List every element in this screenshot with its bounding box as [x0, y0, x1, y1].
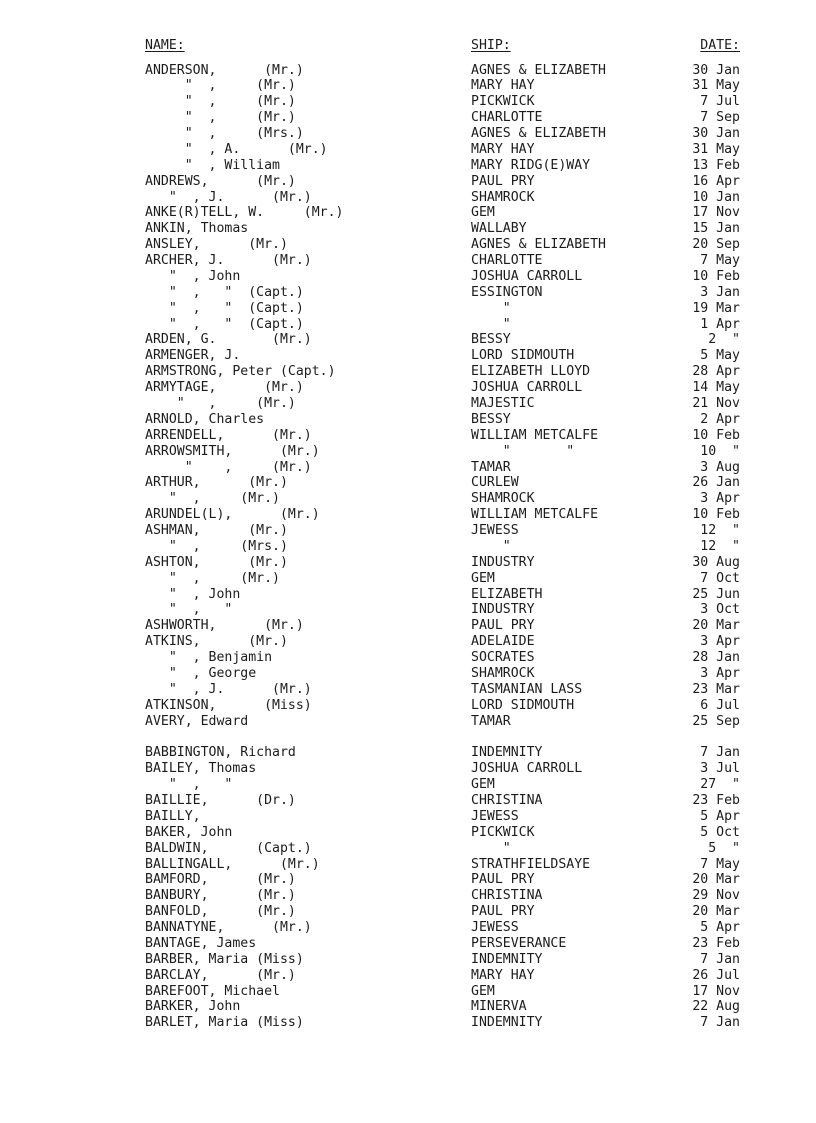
passenger-name: " , (Mrs.) [145, 126, 304, 142]
arrival-date: 10 Feb [692, 507, 740, 523]
ship-name: AGNES & ELIZABETH [471, 62, 606, 78]
arrival-date: 10 Jan [692, 189, 740, 205]
passenger-name: " , (Mr.) [145, 395, 296, 411]
list-row [0, 555, 816, 571]
ship-name: ADELAIDE [471, 634, 535, 650]
passenger-name: BALLINGALL, (Mr.) [145, 856, 320, 872]
ship-name: GEM [471, 205, 495, 221]
list-row [0, 523, 816, 539]
passenger-name: ARDEN, G. (Mr.) [145, 332, 312, 348]
ship-name: MARY RIDG(E)WAY [471, 157, 591, 173]
passenger-name: " , John [145, 586, 241, 602]
arrival-date: 25 Jun [692, 586, 740, 602]
passenger-name: AVERY, Edward [145, 713, 249, 729]
arrival-date: 23 Feb [692, 935, 740, 951]
list-row [0, 190, 816, 206]
arrival-date: 12 " [700, 523, 740, 539]
list-row [0, 317, 816, 333]
list-row [0, 571, 816, 587]
ship-name: " [471, 538, 511, 554]
passenger-name: " , (Mr.) [145, 459, 312, 475]
list-row [0, 999, 816, 1015]
arrival-date: 31 May [692, 78, 740, 94]
arrival-date: 10 Feb [692, 268, 740, 284]
ship-name: INDUSTRY [471, 554, 535, 570]
ship-name: WILLIAM METCALFE [471, 427, 599, 443]
passenger-name: ASHTON, (Mr.) [145, 554, 288, 570]
list-row [0, 793, 816, 809]
arrival-date: 20 Sep [692, 237, 740, 253]
list-row [0, 888, 816, 904]
list-row [0, 602, 816, 618]
passenger-name: " , J. (Mr.) [145, 189, 312, 205]
passenger-name: ASHWORTH, (Mr.) [145, 618, 304, 634]
list-row [0, 269, 816, 285]
ship-name: JOSHUA CARROLL [471, 268, 583, 284]
passenger-name: " , John [145, 268, 241, 284]
ship-name: SHAMROCK [471, 665, 535, 681]
arrival-date: 2 Apr [700, 411, 740, 427]
ship-name: PICKWICK [471, 94, 535, 110]
list-row [0, 364, 816, 380]
passenger-name: BABBINGTON, Richard [145, 745, 296, 761]
arrival-date: 15 Jan [692, 221, 740, 237]
arrival-date: 20 Mar [692, 872, 740, 888]
ship-name: PAUL PRY [471, 618, 535, 634]
list-row [0, 475, 816, 491]
list-row [0, 666, 816, 682]
arrival-date: 5 Oct [700, 824, 740, 840]
list-row [0, 237, 816, 253]
list-row [0, 158, 816, 174]
list-row [0, 682, 816, 698]
passenger-name: BAILEY, Thomas [145, 761, 257, 777]
ship-name: AGNES & ELIZABETH [471, 237, 606, 253]
list-row [0, 78, 816, 94]
passenger-name: " , William [145, 157, 280, 173]
arrival-date: 30 Jan [692, 62, 740, 78]
passenger-name: ATKINS, (Mr.) [145, 634, 288, 650]
arrival-date: 27 " [700, 777, 740, 793]
ship-name: JEWESS [471, 808, 519, 824]
passenger-name: ANKE(R)TELL, W. (Mr.) [145, 205, 344, 221]
list-row [0, 412, 816, 428]
ship-name: CURLEW [471, 475, 519, 491]
ship-name: TAMAR [471, 713, 511, 729]
ship-name: ESSINGTON [471, 284, 543, 300]
arrival-date: 3 Apr [700, 491, 740, 507]
arrival-date: 7 Jan [700, 951, 740, 967]
arrival-date: 7 May [700, 253, 740, 269]
arrival-date: 14 May [692, 380, 740, 396]
arrival-date: 19 Mar [692, 300, 740, 316]
ship-name: GEM [471, 570, 495, 586]
list-row [0, 729, 816, 745]
arrival-date: 5 " [708, 840, 740, 856]
ship-name: GEM [471, 983, 495, 999]
passenger-name: BALDWIN, (Capt.) [145, 840, 312, 856]
ship-name: WALLABY [471, 221, 527, 237]
arrival-date: 20 Mar [692, 618, 740, 634]
ship-name: PAUL PRY [471, 904, 535, 920]
ship-name: MARY HAY [471, 967, 535, 983]
ship-name: MARY HAY [471, 141, 535, 157]
list-row [0, 841, 816, 857]
list-row [0, 63, 816, 79]
ship-name: INDUSTRY [471, 602, 535, 618]
passenger-name: " , (Mrs.) [145, 538, 288, 554]
arrival-date: 13 Feb [692, 157, 740, 173]
list-row [0, 857, 816, 873]
ship-name: INDEMNITY [471, 1015, 543, 1031]
arrival-date: 3 Oct [700, 602, 740, 618]
ship-name: SOCRATES [471, 650, 535, 666]
arrival-date: 5 Apr [700, 920, 740, 936]
list-row [0, 301, 816, 317]
ship-name: MINERVA [471, 999, 527, 1015]
passenger-name: " , (Mr.) [145, 78, 296, 94]
ship-name: SHAMROCK [471, 491, 535, 507]
passenger-name: ANDREWS, (Mr.) [145, 173, 296, 189]
arrival-date: 10 " [700, 443, 740, 459]
passenger-name: BAREFOOT, Michael [145, 983, 280, 999]
arrival-date: 21 Nov [692, 395, 740, 411]
arrival-date: 1 Apr [700, 316, 740, 332]
arrival-date: 10 Feb [692, 427, 740, 443]
passenger-name: BANBURY, (Mr.) [145, 888, 296, 904]
arrival-date: 7 Oct [700, 570, 740, 586]
ship-name: PAUL PRY [471, 872, 535, 888]
arrival-date: 29 Nov [692, 888, 740, 904]
passenger-name: BANTAGE, James [145, 935, 257, 951]
passenger-name: ARROWSMITH, (Mr.) [145, 443, 320, 459]
list-row [0, 428, 816, 444]
passenger-name: BAILLY, [145, 808, 201, 824]
passenger-name: " , George [145, 665, 257, 681]
passenger-name: BARKER, John [145, 999, 241, 1015]
arrival-date: 30 Jan [692, 126, 740, 142]
ship-name: " [471, 840, 511, 856]
ship-name: MARY HAY [471, 78, 535, 94]
passenger-name: " , " [145, 777, 233, 793]
list-row [0, 110, 816, 126]
list-row [0, 396, 816, 412]
list-row [0, 872, 816, 888]
list-row [0, 650, 816, 666]
passenger-name: ANSLEY, (Mr.) [145, 237, 288, 253]
list-row [0, 332, 816, 348]
ship-name: AGNES & ELIZABETH [471, 126, 606, 142]
arrival-date: 3 Apr [700, 665, 740, 681]
passenger-name: " , A. (Mr.) [145, 141, 328, 157]
list-row [0, 221, 816, 237]
passenger-name: " , " (Capt.) [145, 284, 304, 300]
arrival-date: 20 Mar [692, 904, 740, 920]
passenger-name: " , (Mr.) [145, 491, 280, 507]
ship-name: PICKWICK [471, 824, 535, 840]
arrival-date: 25 Sep [692, 713, 740, 729]
list-row [0, 444, 816, 460]
passenger-name: " , J. (Mr.) [145, 681, 312, 697]
list-row [0, 904, 816, 920]
arrival-date: 7 Jul [700, 94, 740, 110]
list-row [0, 142, 816, 158]
arrival-date: 26 Jul [692, 967, 740, 983]
arrival-date: 7 May [700, 856, 740, 872]
list-row [0, 984, 816, 1000]
arrival-date: 17 Nov [692, 983, 740, 999]
list-row [0, 348, 816, 364]
passenger-name: " , Benjamin [145, 650, 273, 666]
ship-name: LORD SIDMOUTH [471, 348, 575, 364]
passenger-name: " , " (Capt.) [145, 316, 304, 332]
ship-name: INDEMNITY [471, 745, 543, 761]
arrival-date: 31 May [692, 141, 740, 157]
list-row [0, 745, 816, 761]
list-row [0, 380, 816, 396]
list-row [0, 698, 816, 714]
ship-name: JEWESS [471, 920, 519, 936]
ship-name: PERSEVERANCE [471, 935, 567, 951]
list-row [0, 936, 816, 952]
passenger-name: BANNATYNE, (Mr.) [145, 920, 312, 936]
passenger-name: ASHMAN, (Mr.) [145, 523, 288, 539]
passenger-name: ARMYTAGE, (Mr.) [145, 380, 304, 396]
ship-name: MAJESTIC [471, 395, 535, 411]
list-row [0, 618, 816, 634]
arrival-date: 16 Apr [692, 173, 740, 189]
passenger-name: ARMSTRONG, Peter (Capt.) [145, 364, 336, 380]
arrival-date: 12 " [700, 538, 740, 554]
passenger-name: ARTHUR, (Mr.) [145, 475, 288, 491]
arrival-date: 6 Jul [700, 697, 740, 713]
passenger-name: ANDERSON, (Mr.) [145, 62, 304, 78]
passenger-name: ANKIN, Thomas [145, 221, 249, 237]
passenger-name: " , " [145, 602, 233, 618]
ship-name: " " [471, 443, 575, 459]
ship-name: BESSY [471, 411, 511, 427]
ship-name: CHARLOTTE [471, 110, 543, 126]
arrival-date: 3 Jul [700, 761, 740, 777]
list-row [0, 777, 816, 793]
list-row [0, 126, 816, 142]
ship-name: PAUL PRY [471, 173, 535, 189]
arrival-date: 23 Feb [692, 792, 740, 808]
arrival-date: 23 Mar [692, 681, 740, 697]
passenger-name: ARMENGER, J. [145, 348, 241, 364]
ship-name: " [471, 300, 511, 316]
passenger-name: " , " (Capt.) [145, 300, 304, 316]
list-row [0, 761, 816, 777]
ship-name: " [471, 316, 511, 332]
arrival-date: 2 " [708, 332, 740, 348]
passenger-name: " , (Mr.) [145, 110, 296, 126]
arrival-date: 7 Sep [700, 110, 740, 126]
list-row [0, 968, 816, 984]
list-row [0, 491, 816, 507]
arrival-date: 5 Apr [700, 808, 740, 824]
passenger-name: BAMFORD, (Mr.) [145, 872, 296, 888]
list-row [0, 174, 816, 190]
arrival-date: 7 Jan [700, 1015, 740, 1031]
list-row [0, 825, 816, 841]
ship-name: STRATHFIELDSAYE [471, 856, 591, 872]
arrival-date: 22 Aug [692, 999, 740, 1015]
arrival-date: 28 Apr [692, 364, 740, 380]
list-row [0, 539, 816, 555]
passenger-name: ARRENDELL, (Mr.) [145, 427, 312, 443]
ship-name: CHARLOTTE [471, 253, 543, 269]
list-row [0, 920, 816, 936]
ship-name: JEWESS [471, 523, 519, 539]
ship-name: TASMANIAN LASS [471, 681, 583, 697]
arrival-date: 5 May [700, 348, 740, 364]
ship-name: WILLIAM METCALFE [471, 507, 599, 523]
arrival-date: 28 Jan [692, 650, 740, 666]
date-column-header: DATE: [700, 38, 740, 53]
passenger-name: " , (Mr.) [145, 570, 280, 586]
ship-name: CHRISTINA [471, 792, 543, 808]
name-column-header: NAME: [145, 38, 185, 53]
ship-name: TAMAR [471, 459, 511, 475]
passenger-name: ARNOLD, Charles [145, 411, 265, 427]
passenger-name: BARLET, Maria (Miss) [145, 1015, 304, 1031]
list-row [0, 460, 816, 476]
passenger-name: ARUNDEL(L), (Mr.) [145, 507, 320, 523]
column-header-row [0, 38, 816, 54]
ship-name: INDEMNITY [471, 951, 543, 967]
arrival-date: 7 Jan [700, 745, 740, 761]
ship-name: BESSY [471, 332, 511, 348]
passenger-name: ARCHER, J. (Mr.) [145, 253, 312, 269]
passenger-name: BAKER, John [145, 824, 233, 840]
ship-name: ELIZABETH [471, 586, 543, 602]
ship-name: GEM [471, 777, 495, 793]
passenger-name: BANFOLD, (Mr.) [145, 904, 296, 920]
arrival-date: 3 Jan [700, 284, 740, 300]
list-row [0, 952, 816, 968]
passenger-name: ATKINSON, (Miss) [145, 697, 312, 713]
arrival-date: 30 Aug [692, 554, 740, 570]
list-row [0, 94, 816, 110]
list-row [0, 253, 816, 269]
list-row [0, 634, 816, 650]
arrival-date: 17 Nov [692, 205, 740, 221]
passenger-name: " , (Mr.) [145, 94, 296, 110]
list-row [0, 714, 816, 730]
arrival-date: 26 Jan [692, 475, 740, 491]
list-row [0, 285, 816, 301]
ship-name: SHAMROCK [471, 189, 535, 205]
ship-name: ELIZABETH LLOYD [471, 364, 591, 380]
ship-column-header: SHIP: [471, 38, 511, 53]
ship-name: JOSHUA CARROLL [471, 761, 583, 777]
passenger-name: BARBER, Maria (Miss) [145, 951, 304, 967]
list-row [0, 1015, 816, 1031]
list-row [0, 587, 816, 603]
arrival-date: 3 Apr [700, 634, 740, 650]
ship-name: LORD SIDMOUTH [471, 697, 575, 713]
list-row [0, 809, 816, 825]
list-row [0, 507, 816, 523]
arrival-date: 3 Aug [700, 459, 740, 475]
ship-name: CHRISTINA [471, 888, 543, 904]
passenger-name: BARCLAY, (Mr.) [145, 967, 296, 983]
passenger-name: BAILLIE, (Dr.) [145, 792, 296, 808]
list-row [0, 205, 816, 221]
ship-name: JOSHUA CARROLL [471, 380, 583, 396]
